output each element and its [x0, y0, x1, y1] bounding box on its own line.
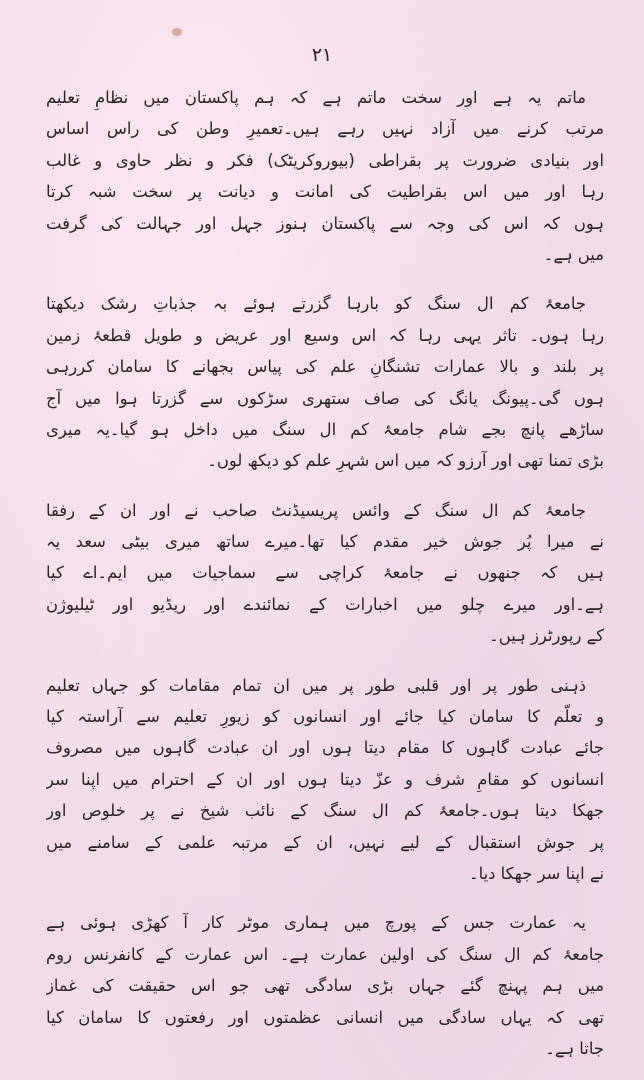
text-line: رہا ہوں۔ تاثر یہی رہا کہ اس وسیع اور عریض و طویل قطعۂ زمین [46, 325, 604, 345]
paragraph [46, 670, 604, 890]
text-line: تھی کہ یہاں سادگی میں انسانی عظمتوں اور رفعتوں کا سامان کیا [46, 1007, 604, 1027]
text-line: مرتب کرنے میں آزاد نہیں رہے ہیں۔تعمیرِ وطن کی راس اساس [46, 119, 604, 139]
paper-stain [172, 28, 182, 36]
page-number: ۲۱ [311, 44, 333, 66]
paragraph [46, 907, 604, 1064]
text-line: میں ہم پہنچ گئے جہاں بڑی سادگی تھی جو اس حقیقت کی غماز [46, 976, 604, 996]
text-line: ہیں کہ جنھوں نے جامعۂ کراچی سے سماجیات میں ایم۔اے کیا [46, 563, 604, 583]
text-line: پر جوش استقبال کے لیے نہیں، ان کے مرتبہ علمی کے سامنے میں [46, 832, 604, 852]
text-line: جاتا ہے۔ [545, 1038, 604, 1058]
text-line: ہے۔اور میرے چلو میں اخبارات کے نمائندے اور ریڈیو اور ٹیلیوژن [46, 594, 604, 614]
text-line: جھکا دیتا ہوں۔جامعۂ کم ال سنگ کے نائب شیخ نے پر خلوص اور [46, 801, 604, 821]
text-line: ماتم یہ ہے اور سخت ماتم ہے کہ ہم پاکستان میں نظامِ تعلیم [46, 88, 586, 107]
text-line: جامعۂ کم ال سنگ کو بارہا گزرتے ہوئے بہ جذباتِ رشک دیکھتا [46, 294, 586, 314]
text-line: کے رپورٹرز ہیں۔ [489, 626, 604, 646]
text-line: یہ عمارت جس کے پورچ میں ہماری موٹر کار آ کھڑی ہوئی ہے [46, 913, 586, 933]
text-line: نے اپنا سر جھکا دیا۔ [468, 863, 604, 883]
text-line: اور بنیادی ضرورت پر بقراطی (بیوروکریٹک) فکر و نظر حاوی و غالب [46, 150, 604, 170]
text-line: و تعلّم کا سامان کیا جائے اور انسانوں کو زیورِ تعلیم سے آراستہ کیا [46, 707, 604, 727]
text-line: ذہنی طور پر اور قلبی طور پر میں ان تمام مقامات کو جہاں تعلیم [46, 675, 586, 695]
paragraph [46, 288, 604, 476]
text-line: رہا اور میں اس بقراطیت کی امانت و دیانت پر سخت شبہ کرتا [46, 182, 604, 202]
body-text [46, 82, 604, 1080]
paragraph [46, 82, 604, 270]
paragraph [46, 495, 604, 652]
text-line: پر بلند و بالا عمارات تشنگانِ علم کی پیاس بجھانے کا سامان کررہی [46, 357, 604, 377]
text-line: ساڑھے پانچ بجے شام جامعۂ کم ال سنگ میں داخل ہو گیا۔یہ میری [46, 419, 604, 439]
text-line: جائے عبادت گاہوں کا مقام دیتا ہوں اور ان عبادت گاہوں میں مصروف [46, 738, 604, 758]
text-line: جامعۂ کم ال سنگ کے وائس پریسیڈنٹ صاحب نے اور ان کے رفقا [46, 500, 586, 520]
text-line: نے میرا پُر جوش خیر مقدم کیا تھا۔میرے ساتھ میری بیٹی سعد یہ [46, 532, 604, 552]
text-line: بڑی تمنا تھی اور آرزو کہ میں اس شہرِ علم کو دیکھ لوں۔ [207, 451, 604, 471]
text-line: ہوں گی۔پیونگ یانگ کی صاف ستھری سڑکوں سے گزرتا ہوا میں آج [46, 388, 604, 408]
text-line: انسانوں کو مقامِ شرف و عزّ دیتا ہوں اور ان کے احترام میں اپنا سر [46, 769, 604, 789]
text-line: ہوں کہ اس کی وجہ سے پاکستان ہنوز جہل اور جہالت کی گرفت [46, 213, 604, 233]
text-line: جامعۂ کم ال سنگ کی اولین عمارت ہے۔ اس عمارت کے کانفرنس روم [46, 944, 604, 964]
text-line: میں ہے۔ [543, 244, 604, 264]
